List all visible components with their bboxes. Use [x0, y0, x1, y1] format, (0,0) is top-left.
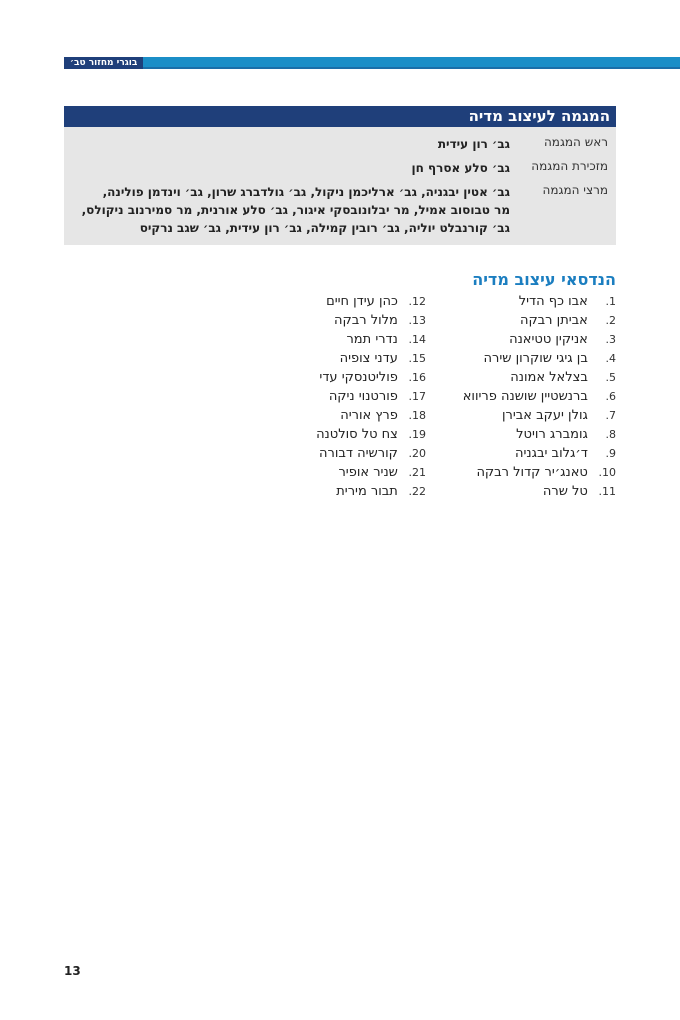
graduates-list-right [436, 292, 616, 501]
list-number: 1. [605, 295, 616, 308]
graduate-name: כהן עידן חיים [326, 294, 398, 309]
list-number: 22. [408, 485, 426, 498]
list-item [246, 444, 426, 463]
list-number: 8. [605, 428, 616, 441]
list-item [246, 482, 426, 501]
graduate-name: צח טל סולטנה [316, 427, 398, 442]
list-number: 9. [605, 447, 616, 460]
list-number: 13. [408, 314, 426, 327]
graduate-name: פוליטנסקי עדי [319, 370, 398, 385]
list-number: 16. [408, 371, 426, 384]
graduate-name: גולן יעקב אבירן [501, 408, 588, 423]
row-label: מזכירת המגמה [531, 159, 608, 173]
list-item [246, 330, 426, 349]
section-tag: בוגרי מחזור טב׳ [64, 57, 143, 69]
list-number: 21. [408, 466, 426, 479]
list-number: 18. [408, 409, 426, 422]
graduates-title: הנדסאי עיצוב מדיה [472, 270, 616, 289]
list-number: 19. [408, 428, 426, 441]
row-label: ראש המגמה [543, 135, 608, 149]
committee-title: המגמה לעיצוב מדיה [64, 106, 616, 127]
list-number: 6. [605, 390, 616, 403]
list-item [246, 387, 426, 406]
lecturers-line: גב׳ אטין יבגניה, גב׳ ארליכמן ניקול, גב׳ גולדברג שרון, גב׳ וינדמן פולינה, [102, 185, 510, 199]
graduate-name: ד׳גלוב יבגניה [515, 446, 588, 461]
list-number: 17. [408, 390, 426, 403]
graduates-list-left [246, 292, 426, 501]
graduate-name: גומברג רויטל [516, 427, 588, 442]
list-item [246, 311, 426, 330]
list-item [246, 292, 426, 311]
graduate-name: בן גיגי שוקרון שירה [483, 351, 588, 366]
graduate-name: פורטנוי ניקה [328, 389, 398, 404]
row-value: גב׳ רון עידית [437, 137, 510, 151]
list-item [436, 368, 616, 387]
list-item [246, 463, 426, 482]
list-item [436, 463, 616, 482]
graduate-name: קורשיה דבורה [319, 446, 398, 461]
list-number: 2. [605, 314, 616, 327]
list-item [436, 387, 616, 406]
graduate-name: טאנג׳יר קדול רבקה [476, 465, 588, 480]
graduate-name: תבור מירית [336, 484, 398, 499]
graduate-name: שניר אופיר [338, 465, 398, 480]
graduate-name: אניקין טטיאנה [509, 332, 588, 347]
graduate-name: פרץ אוריה [340, 408, 398, 423]
committee-row-lecturers [64, 183, 616, 243]
committee-row-head [64, 135, 616, 155]
list-item [436, 292, 616, 311]
list-item [436, 349, 616, 368]
lecturers-line: מר טבוסוב אמיל, מר יבלונובסקי איגור, גב׳ סלע אורנית, מר סמירנוב ניקולס, [81, 203, 510, 217]
graduate-name: ברנשטיין שושנה פריווא [462, 389, 588, 404]
row-label: מרצי המגמה [542, 183, 608, 197]
list-number: 10. [598, 466, 616, 479]
list-number: 12. [408, 295, 426, 308]
graduate-name: מלול רבקה [334, 313, 398, 328]
header-rule [64, 67, 680, 69]
list-item [436, 444, 616, 463]
lecturers-line: גב׳ קורנבלט יוליה, גב׳ רובין קמילה, גב׳ רון עידית, גב׳ שגב נרקיס [139, 221, 510, 235]
page-number: 13 [64, 964, 81, 978]
list-number: 4. [605, 352, 616, 365]
graduate-name: אביתן רבקה [519, 313, 588, 328]
list-number: 7. [605, 409, 616, 422]
list-item [436, 311, 616, 330]
list-item [246, 368, 426, 387]
list-number: 20. [408, 447, 426, 460]
row-value: גב׳ סלע אסרף חן [411, 161, 510, 175]
list-number: 14. [408, 333, 426, 346]
list-number: 15. [408, 352, 426, 365]
list-item [436, 330, 616, 349]
committee-panel [64, 127, 616, 245]
list-number: 11. [598, 485, 616, 498]
graduate-name: טל שרה [542, 484, 588, 499]
committee-row-secretary [64, 159, 616, 179]
list-item [436, 406, 616, 425]
row-value-lines [74, 183, 510, 237]
list-item [246, 406, 426, 425]
list-item [436, 425, 616, 444]
graduate-name: נדרי תמר [346, 332, 398, 347]
graduate-name: בצלאל אמונה [510, 370, 588, 385]
list-item [246, 425, 426, 444]
list-item [436, 482, 616, 501]
graduate-name: עדני צופיה [339, 351, 398, 366]
graduate-name: אבו כף הדיל [518, 294, 588, 309]
list-item [246, 349, 426, 368]
list-number: 5. [605, 371, 616, 384]
list-number: 3. [605, 333, 616, 346]
